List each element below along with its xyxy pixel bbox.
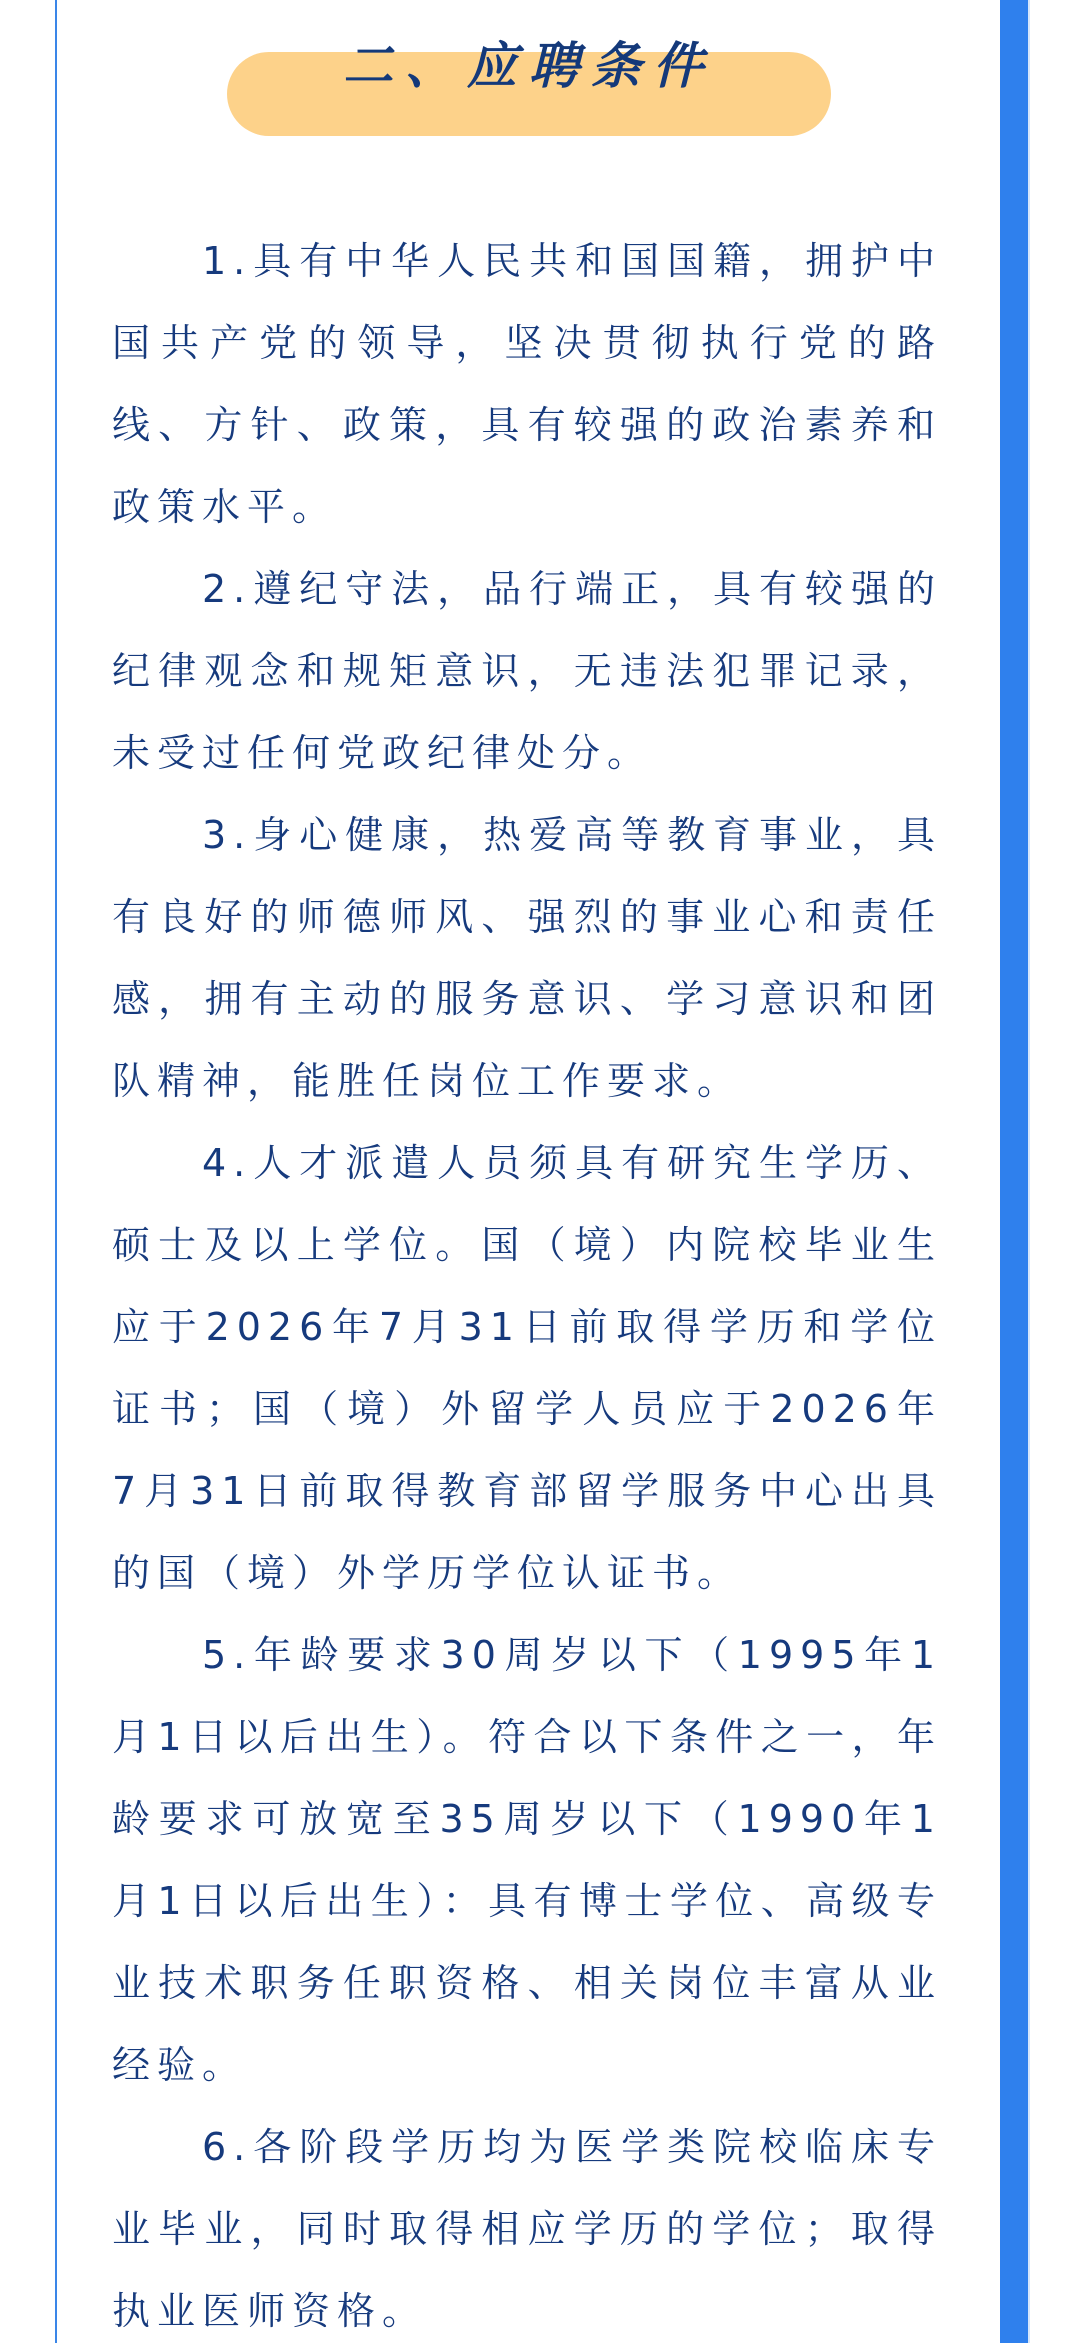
right-accent-bar-edge (1028, 0, 1030, 2343)
section-title: 二、应聘条件 (343, 37, 715, 95)
left-border-line (55, 0, 57, 2343)
requirements-list (112, 220, 942, 2343)
requirement-item-1: 1.具有中华人民共和国国籍，拥护中国共产党的领导，坚决贯彻执行党的路线、方针、政策，具有较强的政治素养和政策水平。 (112, 239, 942, 529)
requirement-item-5: 5.年龄要求30周岁以下（1995年1月1日以后出生）。符合以下条件之一，年龄要求可放宽至35周岁以下（1990年1月1日以后出生）：具有博士学位、高级专业技术职务任职资格、相关岗位丰富从业经验。 (112, 1633, 942, 2087)
right-accent-bar (1000, 0, 1028, 2343)
requirement-item-3: 3.身心健康，热爱高等教育事业，具有良好的师德师风、强烈的事业心和责任感，拥有主动的服务意识、学习意识和团队精神，能胜任岗位工作要求。 (112, 813, 942, 1103)
requirement-item-2: 2.遵纪守法，品行端正，具有较强的纪律观念和规矩意识，无违法犯罪记录，未受过任何党政纪律处分。 (112, 567, 942, 775)
requirement-item-4: 4.人才派遣人员须具有研究生学历、硕士及以上学位。国（境）内院校毕业生应于2026年7月31日前取得学历和学位证书；国（境）外留学人员应于2026年7月31日前取得教育部留学服务中心出具的国（境）外学历学位认证书。 (112, 1141, 942, 1595)
requirement-item-6: 6.各阶段学历均为医学类院校临床专业毕业，同时取得相应学历的学位；取得执业医师资格。 (112, 2125, 942, 2333)
